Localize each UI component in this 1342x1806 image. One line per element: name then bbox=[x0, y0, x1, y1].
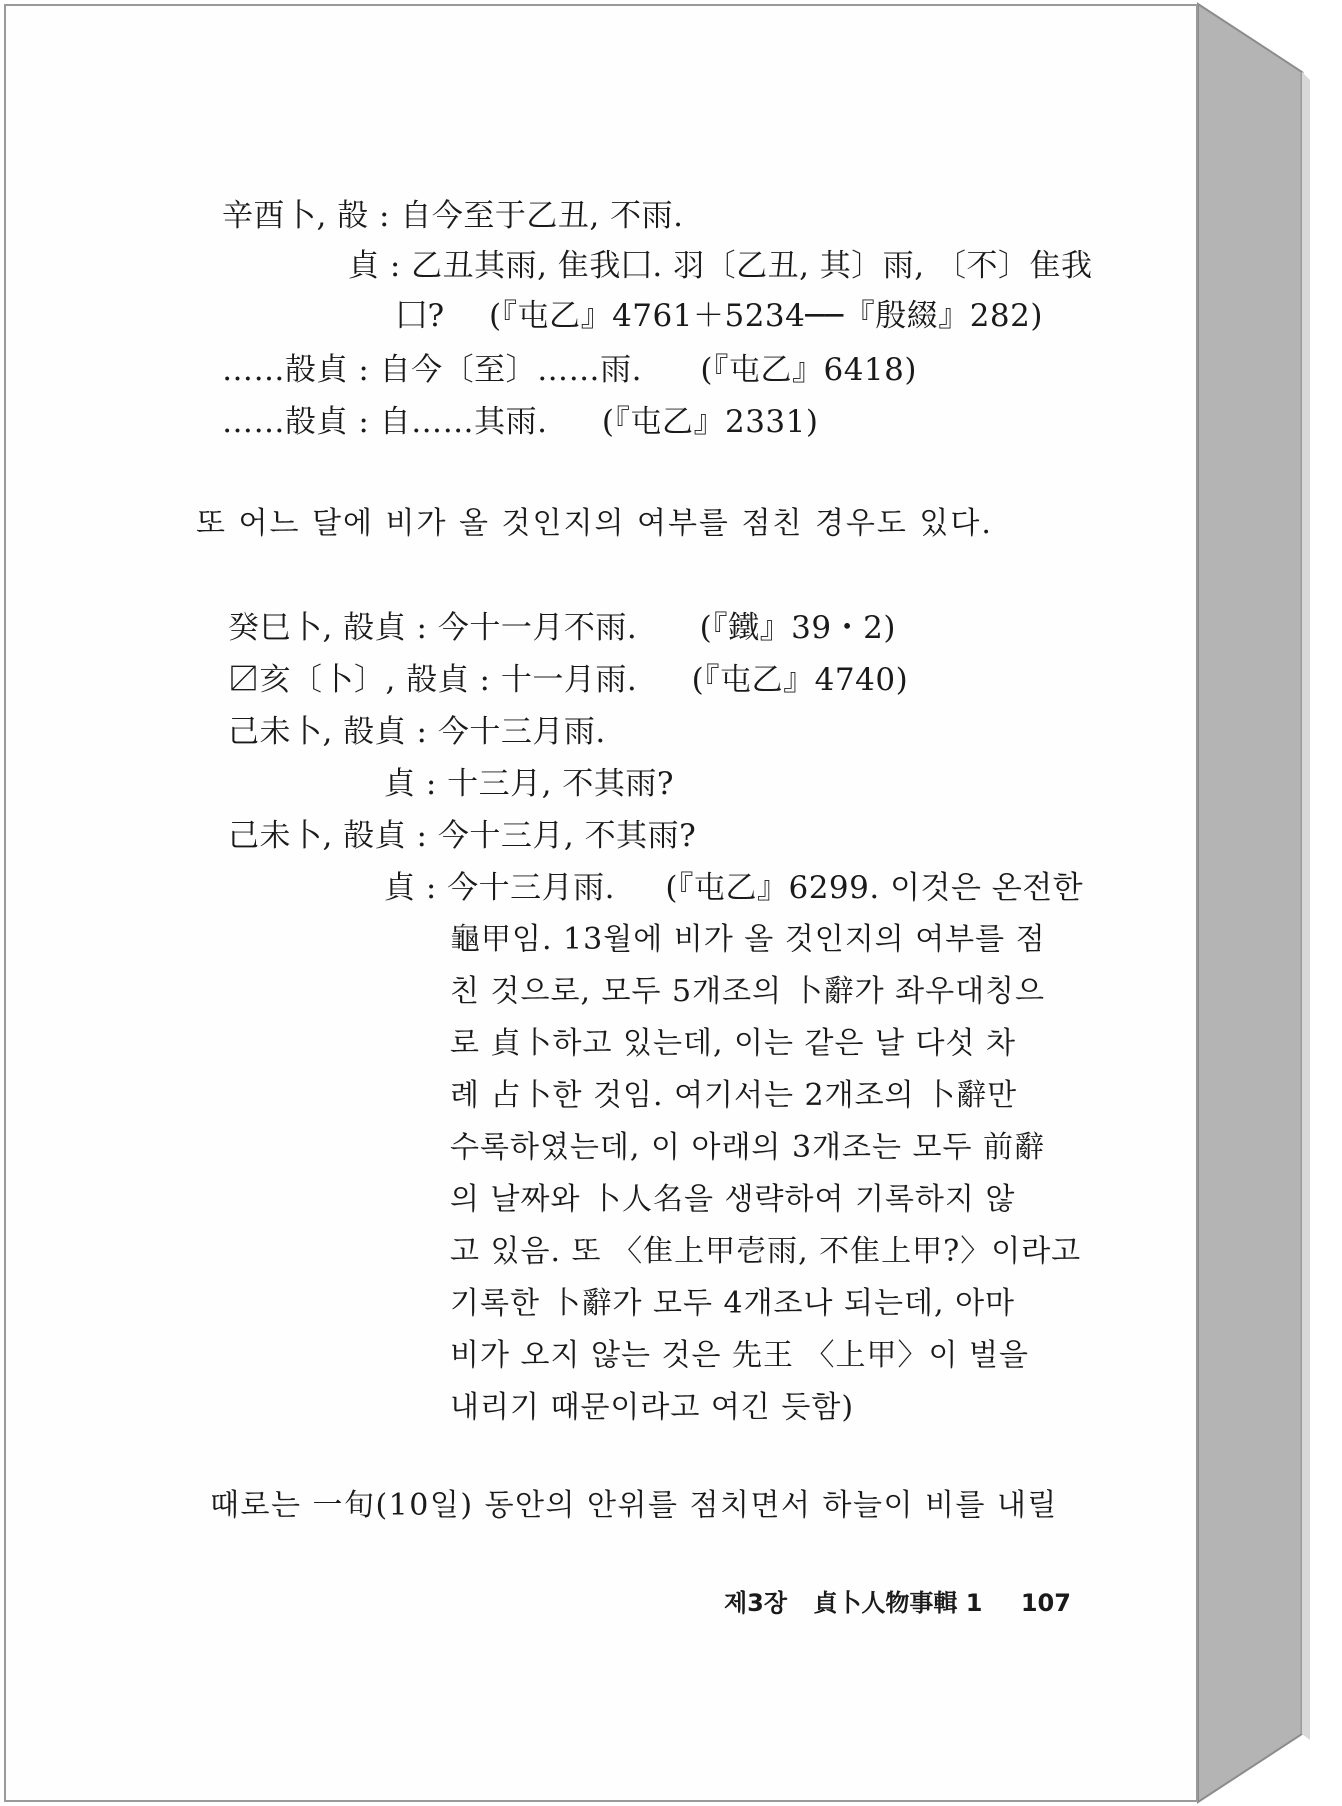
body-paragraph-2 bbox=[210, 1486, 1058, 1526]
oracle-line-9 bbox=[384, 764, 674, 804]
citation: (『鐵』39・2) bbox=[699, 610, 896, 646]
chapter-label: 제3장 bbox=[724, 1589, 788, 1617]
oracle-line-10 bbox=[228, 816, 696, 856]
oracle-text: ……㱿貞 : 自今〔至〕……雨. bbox=[222, 352, 643, 388]
body-paragraph-1 bbox=[196, 504, 993, 544]
oracle-line-2 bbox=[348, 246, 1092, 286]
oracle-line-3 bbox=[396, 296, 1043, 336]
oracle-text: 癸巳卜, 㱿貞 : 今十一月不雨. bbox=[228, 610, 638, 646]
citation: (『屯乙』6418) bbox=[700, 352, 917, 388]
citation: (『屯乙』4740) bbox=[691, 662, 909, 698]
citation: (『屯乙』4761＋5234──『殷綴』282) bbox=[488, 298, 1043, 334]
oracle-line-4 bbox=[222, 350, 917, 390]
section-title: 貞卜人物事輯 1 bbox=[813, 1589, 983, 1617]
note-line-4: 례 占卜한 것임. 여기서는 2개조의 卜辭만 bbox=[450, 1078, 1018, 1113]
oracle-text: ……㱿貞 : 自……其雨. bbox=[222, 404, 548, 440]
oracle-line-1 bbox=[222, 196, 683, 236]
oracle-line-6 bbox=[228, 608, 896, 648]
note-line-6: 의 날짜와 卜人名을 생략하여 기록하지 않 bbox=[450, 1182, 1016, 1217]
note-line-10: 내리기 때문이라고 여긴 듯함) bbox=[450, 1390, 855, 1425]
paragraph-text: 또 어느 달에 비가 올 것인지의 여부를 점친 경우도 있다. bbox=[196, 506, 993, 541]
oracle-text: 囗? bbox=[396, 298, 445, 334]
page-number: 107 bbox=[1020, 1589, 1071, 1617]
book-page bbox=[4, 4, 1198, 1802]
citation: (『屯乙』2331) bbox=[601, 404, 819, 440]
oracle-line-11 bbox=[384, 868, 1083, 908]
oracle-line-7 bbox=[228, 660, 908, 700]
note-line-3: 로 貞卜하고 있는데, 이는 같은 날 다섯 차 bbox=[450, 1026, 1017, 1061]
running-footer bbox=[724, 1588, 1071, 1618]
paragraph-text: 때로는 一旬(10일) 동안의 안위를 점치면서 하늘이 비를 내릴 bbox=[210, 1488, 1058, 1523]
note-line-9: 비가 오지 않는 것은 先王 〈上甲〉이 벌을 bbox=[450, 1338, 1029, 1373]
oracle-text: 貞 : 十三月, 不其雨? bbox=[384, 766, 674, 802]
oracle-text: 己未卜, 㱿貞 : 今十三月, 不其雨? bbox=[228, 818, 697, 854]
note-line-5: 수록하였는데, 이 아래의 3개조는 모두 前辭 bbox=[450, 1130, 1046, 1165]
note-line-2: 친 것으로, 모두 5개조의 卜辭가 좌우대칭으 bbox=[450, 974, 1046, 1009]
note-line-8: 기록한 卜辭가 모두 4개조나 되는데, 아마 bbox=[450, 1286, 1016, 1321]
oracle-text: 〼亥〔卜〕, 㱿貞 : 十一月雨. bbox=[228, 662, 638, 698]
note-line-7: 고 있음. 또 〈隹上甲壱雨, 不隹上甲?〉이라고 bbox=[450, 1234, 1082, 1269]
oracle-text: 辛酉卜, 㱿 : 自今至于乙丑, 不雨. bbox=[222, 198, 684, 234]
oracle-line-5 bbox=[222, 402, 818, 442]
citation: (『屯乙』6299. 이것은 온전한 bbox=[665, 870, 1084, 906]
oracle-text: 貞 : 今十三月雨. bbox=[384, 870, 616, 906]
note-line-1: 龜甲임. 13월에 비가 올 것인지의 여부를 점 bbox=[450, 922, 1046, 957]
oracle-text: 貞 : 乙丑其雨, 隹我囗. 羽〔乙丑, 其〕雨, 〔不〕隹我 bbox=[348, 248, 1093, 284]
oracle-line-8 bbox=[228, 712, 606, 752]
oracle-text: 己未卜, 㱿貞 : 今十三月雨. bbox=[228, 714, 606, 750]
